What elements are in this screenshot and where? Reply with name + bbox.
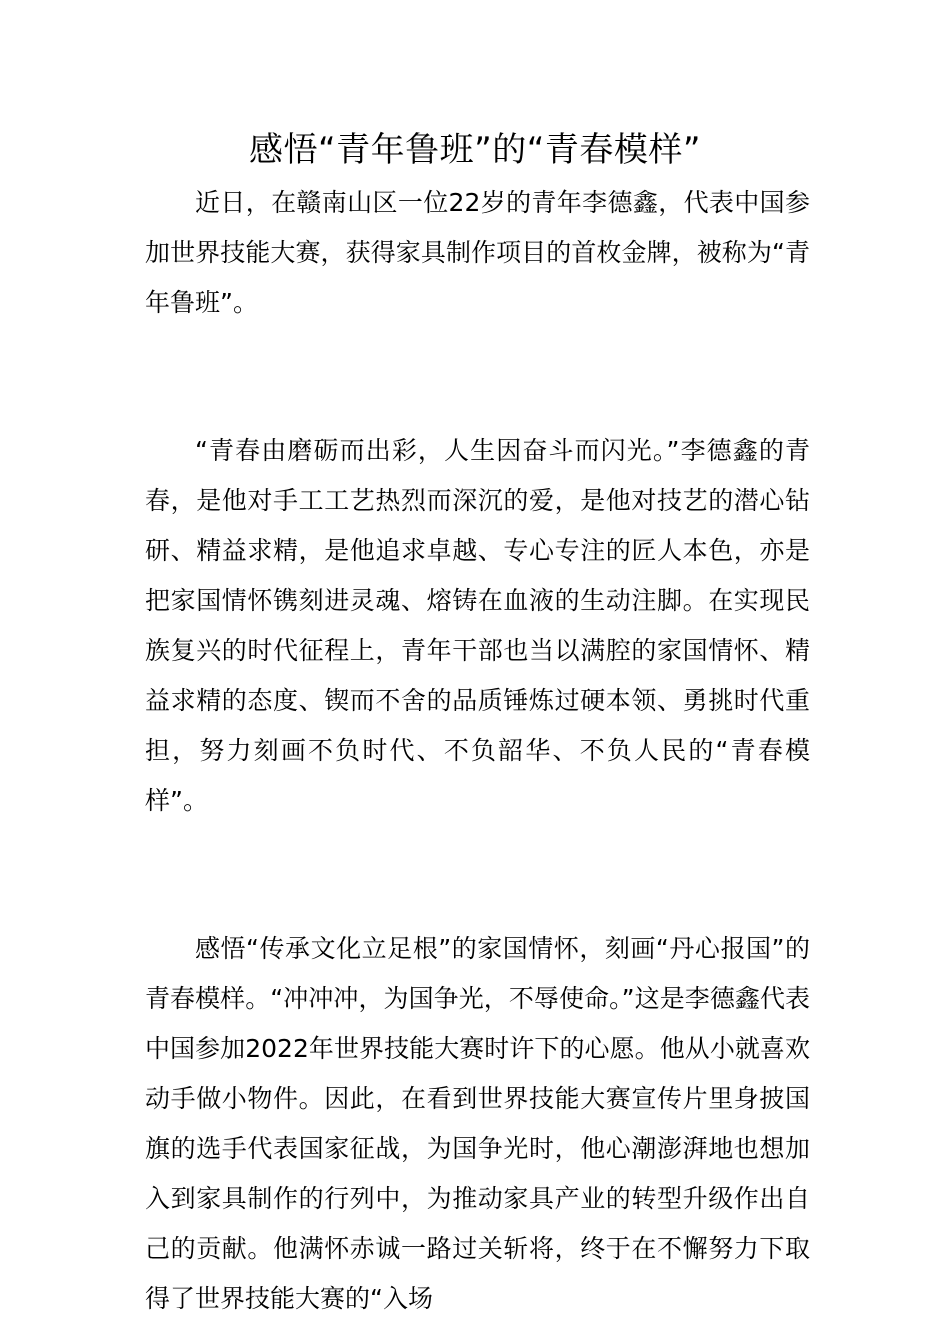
- paragraph-2: “青春由磨砺而出彩，人生因奋斗而闪光。”李德鑫的青春，是他对手工工艺热烈而深沉的爱，是他对技艺的潜心钻研、精益求精，是他追求卓越、专心专注的匠人本色，亦是把家国情怀镌刻进灵魂、熔铸在血液的生动注脚。在实现民族复兴的时代征程上，青年干部也当以满腔的家国情怀、精益求精的态度、锲而不舍的品质锤炼过硬本领、勇挑时代重担，努力刻画不负时代、不负韶华、不负人民的“青春模样”。: [145, 436, 810, 815]
- document-body: [145, 178, 810, 1324]
- paragraph-1: 近日，在赣南山区一位22岁的青年李德鑫，代表中国参加世界技能大赛，获得家具制作项目的首枚金牌，被称为“青年鲁班”。: [145, 188, 810, 317]
- page-title: 感悟“青年鲁班”的“青春模样”: [249, 130, 701, 170]
- paragraph-3: 感悟“传承文化立足根”的家国情怀，刻画“丹心报国”的青春模样。“冲冲冲，为国争光，不辱使命。”这是李德鑫代表中国参加2022年世界技能大赛时许下的心愿。他从小就喜欢动手做小物件。因此，在看到世界技能大赛宣传片里身披国旗的选手代表国家征战，为国争光时，他心潮澎湃地也想加入到家具制作的行列中，为推动家具产业的转型升级作出自己的贡献。他满怀赤诚一路过关斩将，终于在不懈努力下取得了世界技能大赛的“入场: [145, 934, 810, 1313]
